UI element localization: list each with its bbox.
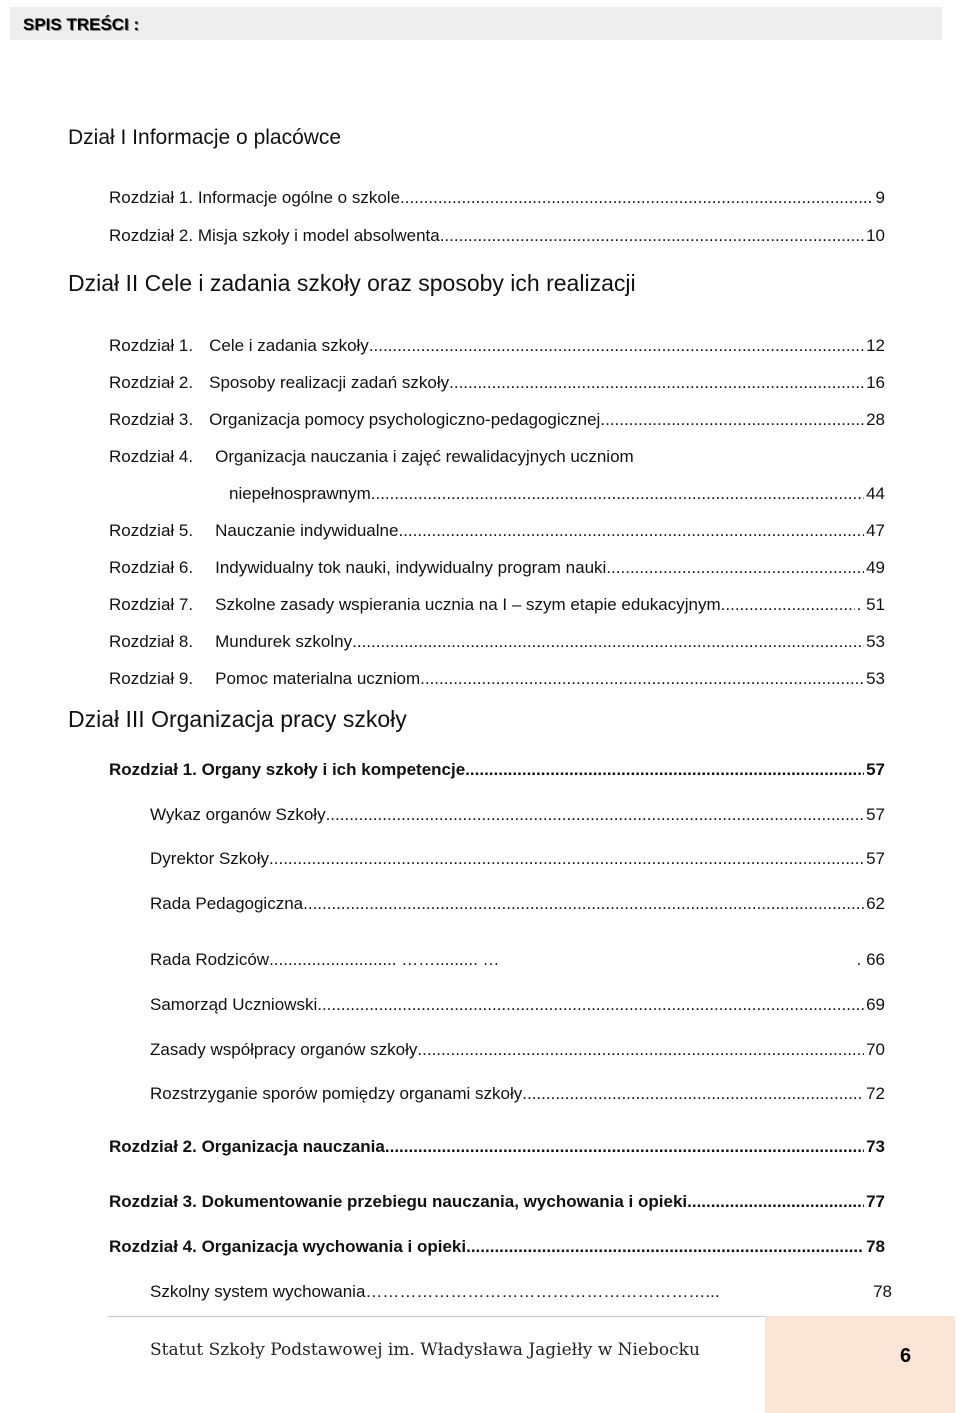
toc-subentry[interactable]: Szkolny system wychowania ……………………………………………………... 78 <box>150 1282 892 1301</box>
toc-entry[interactable]: Rozdział 2. Misja szkoły i model absolwenta ..... 10 <box>109 226 885 248</box>
toc-entry[interactable]: Rozdział 9. Pomoc materialna uczniom ..... 53 <box>109 669 885 691</box>
toc-subentry[interactable]: Dyrektor Szkoły ..... 57 <box>150 849 885 871</box>
footer-page-box <box>765 1316 955 1413</box>
toc-subentry[interactable]: Zasady współpracy organów szkoły ..... 70 <box>150 1040 885 1062</box>
toc-entry-continuation[interactable]: niepełnosprawnym ..... 44 <box>229 484 885 506</box>
toc-entry[interactable]: Rozdział 1. Cele i zadania szkoły ..... 12 <box>109 336 885 358</box>
section-heading-3: Dział III Organizacja pracy szkoły <box>68 706 407 732</box>
page-number: 6 <box>900 1345 912 1367</box>
toc-subentry[interactable]: Samorząd Uczniowski ..... 69 <box>150 995 885 1017</box>
toc-entry[interactable]: Rozdział 4. Organizacja wychowania i opieki ..... 78 <box>109 1237 885 1259</box>
header-bar <box>10 7 942 40</box>
section-heading-2: Dział II Cele i zadania szkoły oraz sposoby ich realizacji <box>68 270 636 296</box>
toc-entry[interactable]: Rozdział 6. Indywidualny tok nauki, indywidualny program nauki ..... 49 <box>109 558 885 580</box>
footer-title: Statut Szkoły Podstawowej im. Władysława Jagiełły w Niebocku <box>150 1340 700 1360</box>
footer-divider <box>108 1316 765 1317</box>
toc-entry[interactable]: Rozdział 4. Organizacja nauczania i zajęć rewalidacyjnych uczniom <box>109 447 634 466</box>
toc-entry[interactable]: Rozdział 7. Szkolne zasady wspierania ucznia na I – szym etapie edukacyjnym ..... . 51 <box>109 595 885 617</box>
toc-entry[interactable]: Rozdział 1. Organy szkoły i ich kompetencje ..... 57 <box>109 760 885 782</box>
toc-entry[interactable]: Rozdział 2. Organizacja nauczania ..... 73 <box>109 1137 885 1159</box>
toc-subentry[interactable]: Rada Pedagogiczna ..... 62 <box>150 894 885 916</box>
toc-entry[interactable]: Rozdział 3. Dokumentowanie przebiegu nauczania, wychowania i opieki ..... 77 <box>109 1192 885 1214</box>
toc-entry[interactable]: Rozdział 1. Informacje ogólne o szkole ..... 9 <box>109 188 885 210</box>
toc-heading: SPIS TREŚCI : <box>23 15 140 34</box>
toc-entry[interactable]: Rozdział 8. Mundurek szkolny ..... 53 <box>109 632 885 654</box>
toc-entry[interactable]: Rozdział 5. Nauczanie indywidualne ..... 47 <box>109 521 885 543</box>
toc-subentry[interactable]: Rada Rodziców ........................... ……......... … . 66 <box>150 950 885 969</box>
toc-subentry[interactable]: Rozstrzyganie sporów pomiędzy organami szkoły ..... 72 <box>150 1084 885 1106</box>
toc-subentry[interactable]: Wykaz organów Szkoły ..... 57 <box>150 805 885 827</box>
toc-entry[interactable]: Rozdział 2. Sposoby realizacji zadań szkoły ..... 16 <box>109 373 885 395</box>
toc-entry[interactable]: Rozdział 3. Organizacja pomocy psychologiczno-pedagogicznej ..... 28 <box>109 410 885 432</box>
section-heading-1: Dział I Informacje o placówce <box>68 126 342 149</box>
